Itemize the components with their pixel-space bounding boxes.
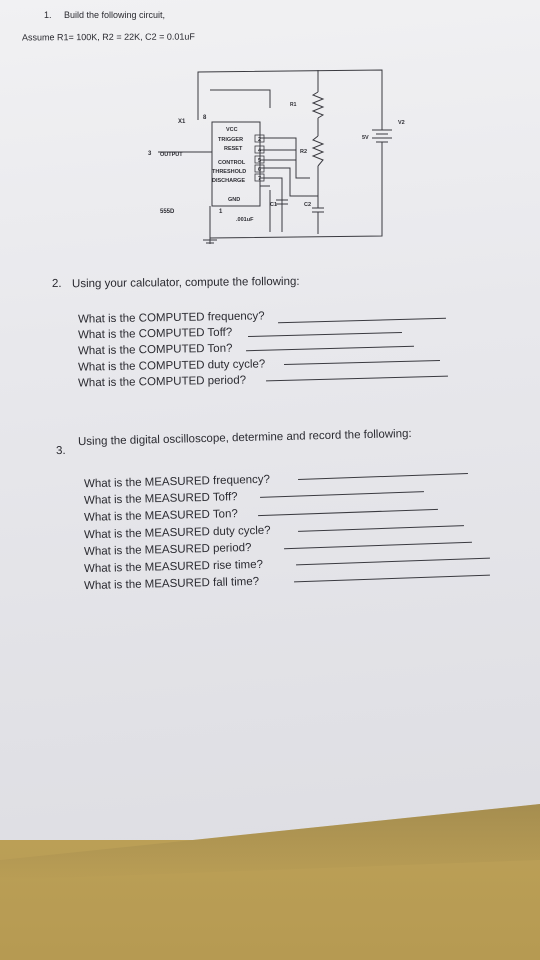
pin-threshold-number: 6	[258, 167, 262, 173]
label-c1: C1	[270, 202, 278, 208]
label-discharge: DISCHARGE	[212, 178, 246, 184]
label-threshold: THRESHOLD	[212, 169, 247, 175]
measured-duty-cycle-question: What is the MEASURED duty cycle?	[83, 524, 271, 542]
pin-gnd-number: 1	[219, 209, 223, 215]
section1-assume-values: Assume R1= 100K, R2 = 22K, C2 = 0.01uF	[21, 31, 195, 43]
computed-period-question: What is the COMPUTED period?	[77, 374, 247, 390]
label-c1-value: .001uF	[236, 217, 254, 223]
label-control: CONTROL	[218, 160, 246, 166]
computed-frequency-question: What is the COMPUTED frequency?	[77, 310, 265, 326]
pin-output-number: 3	[148, 151, 152, 157]
section2-number: 2.	[51, 277, 62, 291]
ic-ref-label: X1	[178, 119, 186, 125]
label-reset: RESET	[224, 146, 243, 152]
section1-number: 1.	[44, 10, 52, 20]
label-r1: R1	[290, 102, 297, 108]
measured-fall-time-question: What is the MEASURED fall time?	[83, 575, 260, 593]
pin-reset-number: 4	[258, 148, 262, 154]
r1-resistor-symbol	[313, 92, 323, 118]
measured-period-question: What is the MEASURED period?	[83, 541, 252, 559]
measured-toff-question: What is the MEASURED Toff?	[83, 491, 238, 507]
section2-title: Using your calculator, compute the following:	[71, 275, 300, 291]
measured-rise-time-question: What is the MEASURED rise time?	[83, 558, 264, 576]
pin-vcc-number: 8	[203, 115, 207, 121]
label-r2: R2	[300, 149, 308, 155]
computed-duty-cycle-question: What is the COMPUTED duty cycle?	[77, 358, 266, 374]
pin-discharge-number: 7	[258, 176, 262, 182]
label-v2-value: 5V	[362, 135, 369, 141]
label-v2: V2	[398, 120, 405, 126]
label-vcc: VCC	[226, 127, 238, 133]
ic-model-label: 555D	[160, 209, 175, 215]
section3-number: 3.	[55, 444, 66, 458]
r2-resistor-symbol	[313, 136, 323, 166]
label-output: OUTPUT	[160, 152, 183, 158]
pin-control-number: 5	[258, 158, 262, 164]
section3-title: Using the digital oscilloscope, determine and record the following:	[77, 427, 412, 449]
computed-toff-question: What is the COMPUTED Toff?	[77, 326, 233, 342]
computed-ton-question: What is the COMPUTED Ton?	[77, 342, 233, 358]
measured-frequency-question: What is the MEASURED frequency?	[83, 473, 271, 491]
label-c2: C2	[304, 202, 312, 208]
circuit-schematic	[0, 0, 540, 260]
label-gnd: GND	[228, 197, 241, 203]
pin-trigger-number: 2	[258, 137, 262, 143]
label-trigger: TRIGGER	[218, 137, 244, 143]
measured-ton-question: What is the MEASURED Ton?	[83, 508, 238, 524]
section1-title: Build the following circuit,	[64, 10, 166, 20]
